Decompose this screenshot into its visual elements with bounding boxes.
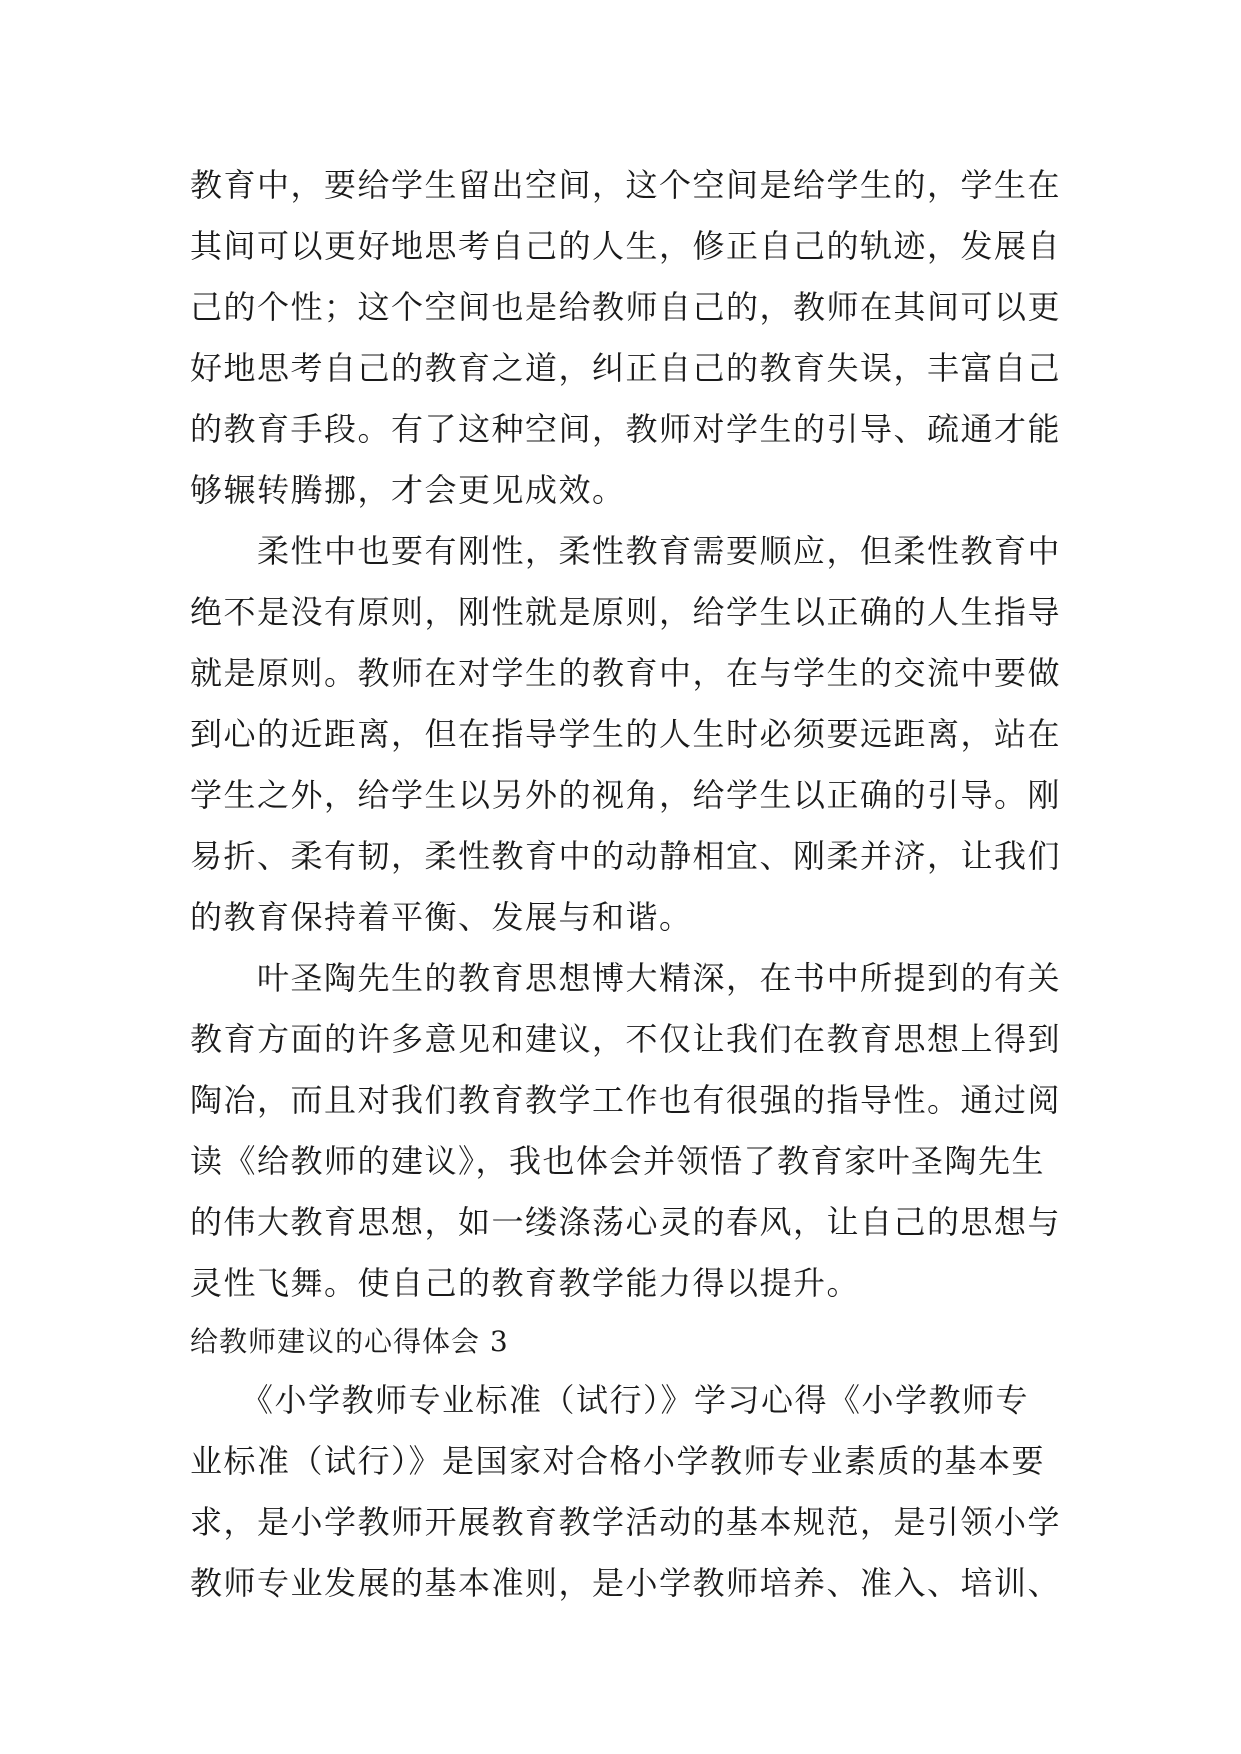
- text-line: 陶冶，而且对我们教育教学工作也有很强的指导性。通过阅: [190, 1081, 1062, 1119]
- text-line: 的教育手段。有了这种空间，教师对学生的引导、疏通才能: [190, 410, 1062, 448]
- text-line: 教育中，要给学生留出空间，这个空间是给学生的，学生在: [190, 166, 1062, 204]
- text-line: 教师专业发展的基本准则，是小学教师培养、准入、培训、: [190, 1564, 1062, 1602]
- text-line: 叶圣陶先生的教育思想博大精深，在书中所提到的有关: [190, 959, 1062, 997]
- text-line: 柔性中也要有刚性，柔性教育需要顺应，但柔性教育中: [190, 532, 1062, 570]
- text-line: 读《给教师的建议》，我也体会并领悟了教育家叶圣陶先生: [190, 1142, 1046, 1180]
- text-line: 好地思考自己的教育之道，纠正自己的教育失误，丰富自己: [190, 349, 1062, 387]
- text-line: 学生之外，给学生以另外的视角，给学生以正确的引导。刚: [190, 776, 1062, 814]
- text-line: 求，是小学教师开展教育教学活动的基本规范，是引领小学: [190, 1503, 1062, 1541]
- text-line: 己的个性；这个空间也是给教师自己的，教师在其间可以更: [190, 288, 1062, 326]
- text-line: 就是原则。教师在对学生的教育中，在与学生的交流中要做: [190, 654, 1062, 692]
- section-heading: 给教师建议的心得体会 3: [190, 1325, 509, 1358]
- text-line: 够辗转腾挪，才会更见成效。: [190, 471, 626, 509]
- text-line: 《小学教师专业标准（试行）》学习心得《小学教师专: [190, 1381, 1030, 1419]
- text-line: 到心的近距离，但在指导学生的人生时必须要远距离，站在: [190, 715, 1062, 753]
- text-line: 教育方面的许多意见和建议，不仅让我们在教育思想上得到: [190, 1020, 1062, 1058]
- text-line: 灵性飞舞。使自己的教育教学能力得以提升。: [190, 1264, 861, 1302]
- text-line: 的教育保持着平衡、发展与和谐。: [190, 898, 693, 936]
- text-line: 易折、柔有韧，柔性教育中的动静相宜、刚柔并济，让我们: [190, 837, 1062, 875]
- text-line: 的伟大教育思想，如一缕涤荡心灵的春风，让自己的思想与: [190, 1203, 1062, 1241]
- text-line: 业标准（试行）》是国家对合格小学教师专业素质的基本要: [190, 1442, 1046, 1480]
- text-line: 其间可以更好地思考自己的人生，修正自己的轨迹，发展自: [190, 227, 1062, 265]
- document-body: [190, 155, 1075, 1614]
- text-line: 绝不是没有原则，刚性就是原则，给学生以正确的人生指导: [190, 593, 1062, 631]
